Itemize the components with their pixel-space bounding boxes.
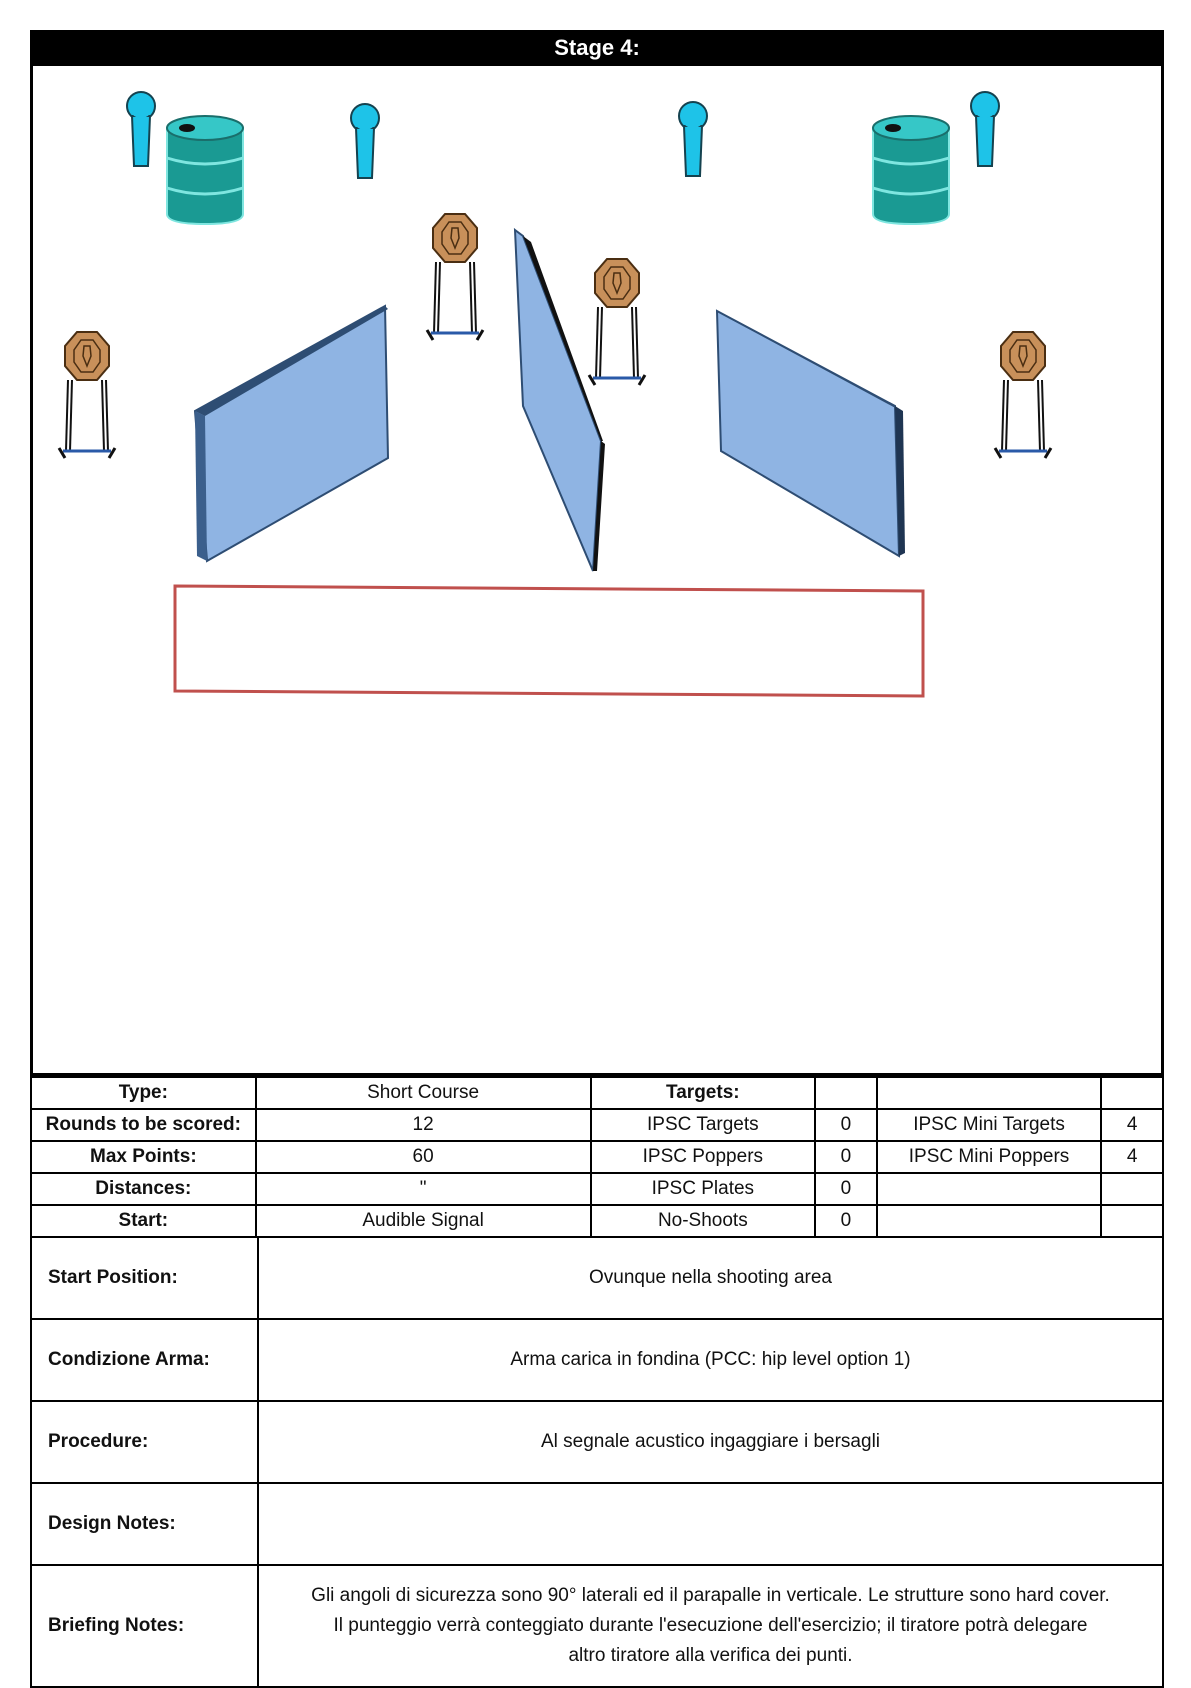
ipsc-poppers-value: 0 <box>815 1141 877 1173</box>
ipsc-plates-value: 0 <box>815 1173 877 1205</box>
condizione-arma-value: Arma carica in fondina (PCC: hip level option 1) <box>258 1319 1163 1401</box>
info-row-distances <box>31 1173 1163 1205</box>
start-position-label: Start Position: <box>31 1237 258 1319</box>
start-position-value: Ovunque nella shooting area <box>258 1237 1163 1319</box>
no-shoots-label: No-Shoots <box>591 1205 816 1237</box>
wall-center <box>515 230 605 571</box>
ipsc-targets-label: IPSC Targets <box>591 1109 816 1141</box>
condizione-arma-label: Condizione Arma: <box>31 1319 258 1401</box>
notes-row-procedure <box>31 1401 1163 1483</box>
distances-value: " <box>256 1173 591 1205</box>
procedure-value: Al segnale acustico ingaggiare i bersagli <box>258 1401 1163 1483</box>
stage-notes-table <box>30 1236 1164 1688</box>
stage-sheet <box>30 30 1164 1688</box>
ipsc-target-2 <box>427 214 483 340</box>
info-row-rounds <box>31 1109 1163 1141</box>
wall-right <box>717 311 905 556</box>
barrel-2 <box>873 116 949 224</box>
ipsc-targets-value: 0 <box>815 1109 877 1141</box>
empty-cell <box>1101 1205 1163 1237</box>
ipsc-target-3 <box>589 259 645 385</box>
notes-row-briefing-notes <box>31 1565 1163 1687</box>
info-row-max-points <box>31 1141 1163 1173</box>
start-label: Start: <box>31 1205 256 1237</box>
popper-3 <box>679 102 707 176</box>
design-notes-value <box>258 1483 1163 1565</box>
empty-cell <box>877 1077 1102 1109</box>
ipsc-mini-poppers-value: 4 <box>1101 1141 1163 1173</box>
popper-2 <box>351 104 379 178</box>
notes-row-start-position <box>31 1237 1163 1319</box>
ipsc-target-4 <box>995 332 1051 458</box>
no-shoots-value: 0 <box>815 1205 877 1237</box>
popper-4 <box>971 92 999 166</box>
type-label: Type: <box>31 1077 256 1109</box>
rounds-label: Rounds to be scored: <box>31 1109 256 1141</box>
empty-cell <box>1101 1173 1163 1205</box>
ipsc-plates-label: IPSC Plates <box>591 1173 816 1205</box>
ipsc-poppers-label: IPSC Poppers <box>591 1141 816 1173</box>
stage-diagram-svg <box>33 66 1161 1073</box>
briefing-line-1: Gli angoli di sicurezza sono 90° laterali ed il parapalle in verticale. Le strutture sono hard cover. <box>311 1585 1110 1606</box>
empty-cell <box>1101 1077 1163 1109</box>
max-points-value: 60 <box>256 1141 591 1173</box>
barrel-1 <box>167 116 243 224</box>
empty-cell <box>815 1077 877 1109</box>
targets-label: Targets: <box>591 1077 816 1109</box>
briefing-notes-value <box>258 1565 1163 1687</box>
distances-label: Distances: <box>31 1173 256 1205</box>
ipsc-mini-targets-value: 4 <box>1101 1109 1163 1141</box>
type-value: Short Course <box>256 1077 591 1109</box>
start-value: Audible Signal <box>256 1205 591 1237</box>
empty-cell <box>877 1205 1102 1237</box>
notes-row-design-notes <box>31 1483 1163 1565</box>
briefing-line-2: Il punteggio verrà conteggiato durante l'esecuzione dell'esercizio; il tiratore potrà delegare <box>333 1615 1088 1636</box>
ipsc-mini-poppers-label: IPSC Mini Poppers <box>877 1141 1102 1173</box>
max-points-label: Max Points: <box>31 1141 256 1173</box>
notes-row-condizione-arma <box>31 1319 1163 1401</box>
design-notes-label: Design Notes: <box>31 1483 258 1565</box>
ipsc-target-1 <box>59 332 115 458</box>
procedure-label: Procedure: <box>31 1401 258 1483</box>
stage-info-table <box>30 1076 1164 1238</box>
empty-cell <box>877 1173 1102 1205</box>
popper-1 <box>127 92 155 166</box>
ipsc-mini-targets-label: IPSC Mini Targets <box>877 1109 1102 1141</box>
briefing-line-3: altro tiratore alla verifica dei punti. <box>568 1645 853 1666</box>
wall-left <box>195 306 388 561</box>
info-row-type <box>31 1077 1163 1109</box>
shooting-area <box>175 586 923 696</box>
stage-diagram <box>30 66 1164 1076</box>
briefing-notes-label: Briefing Notes: <box>31 1565 258 1687</box>
info-row-start <box>31 1205 1163 1237</box>
stage-title: Stage 4: <box>30 30 1164 66</box>
rounds-value: 12 <box>256 1109 591 1141</box>
